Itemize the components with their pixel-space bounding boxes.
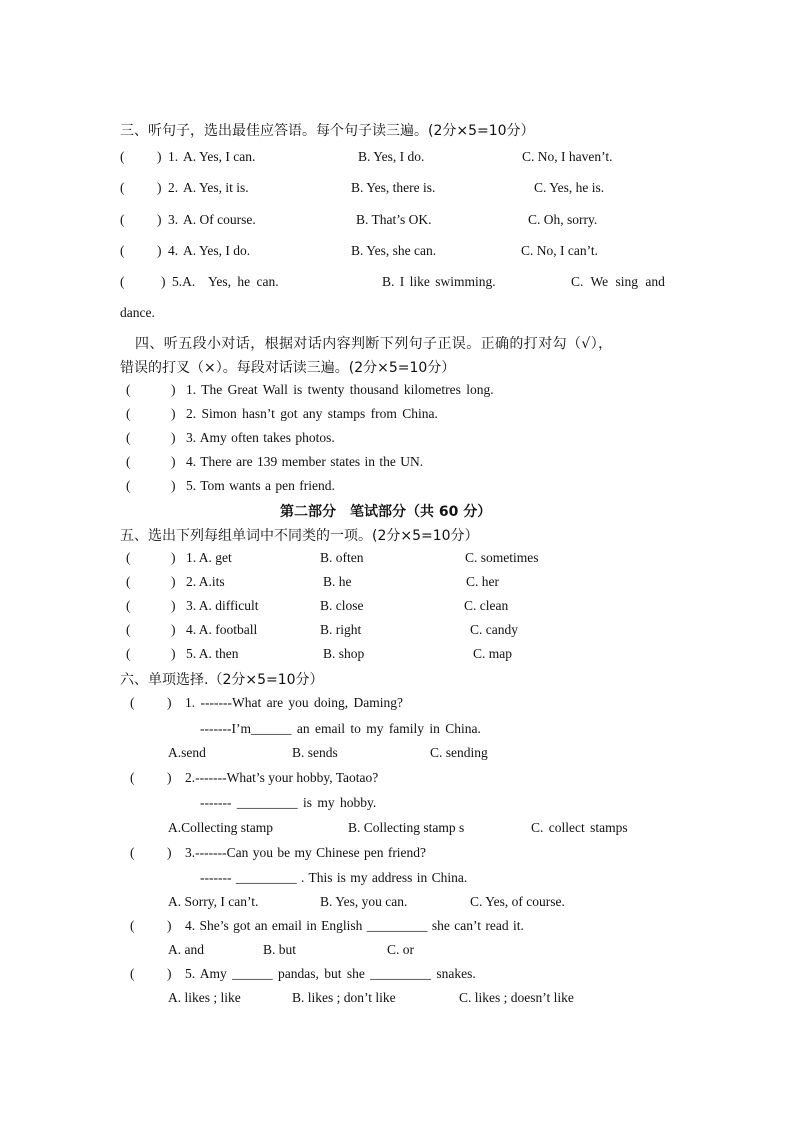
statement-text: 1. The Great Wall is twenty thousand kilometres long. <box>186 382 494 397</box>
answer-paren-close: ) <box>157 212 162 227</box>
answer-paren-close: ) <box>157 243 162 258</box>
answer-paren: ( <box>120 149 125 164</box>
option-a: A. Yes, it is. <box>183 180 249 195</box>
question-number: 1. <box>168 149 179 164</box>
section-5-heading: 五、选出下列每组单词中不同类的一项。(2分×5=10分） <box>120 528 479 544</box>
answer-paren-close: ) <box>171 430 176 445</box>
answer-paren: ( <box>126 454 131 469</box>
option-a: 5. A. then <box>186 646 239 661</box>
option-a: 3. A. difficult <box>186 598 259 613</box>
answer-paren-close: ) <box>161 274 166 289</box>
option-b: B. close <box>320 598 364 613</box>
option-c: C. likes ; doesn’t like <box>459 990 574 1005</box>
option-b: B. but <box>263 942 297 957</box>
answer-paren-close: ) <box>171 406 176 421</box>
question-number: 2. <box>168 180 179 195</box>
answer-paren-close: ) <box>171 382 176 397</box>
option-a: 2. A.its <box>186 574 225 589</box>
option-b: B. likes ; don’t like <box>292 990 396 1005</box>
option-b: B. Yes, she can. <box>351 243 437 258</box>
answer-paren: ( <box>120 212 125 227</box>
option-c: C. No, I haven’t. <box>522 149 613 164</box>
question-number: 5.A. <box>172 274 196 289</box>
question-number: 3. <box>168 212 179 227</box>
option-c: C. Oh, sorry. <box>528 212 598 227</box>
option-a: A. Yes, I do. <box>183 243 251 258</box>
option-a: A. likes ; like <box>168 990 241 1005</box>
statement-text: 3. Amy often takes photos. <box>186 430 335 445</box>
option-c: C. Yes, he is. <box>534 180 605 195</box>
option-b: B. sends <box>292 745 338 760</box>
option-c: C. No, I can’t. <box>521 243 598 258</box>
answer-paren-close: ) <box>171 454 176 469</box>
option-c: C. Yes, of course. <box>470 894 565 909</box>
option-b: B. right <box>320 622 362 637</box>
option-a: 4. A. football <box>186 622 258 637</box>
question-line: 4. She’s got an email in English _________ she can’t read it. <box>185 918 524 933</box>
answer-paren-close: ) <box>171 550 176 565</box>
answer-paren: ( <box>130 918 135 933</box>
statement-text: 2. Simon hasn’t got any stamps from China. <box>186 406 438 421</box>
option-b: B. I like swimming. <box>382 274 496 289</box>
option-a: A. and <box>168 942 204 957</box>
answer-paren: ( <box>126 478 131 493</box>
answer-paren-close: ) <box>171 574 176 589</box>
answer-paren: ( <box>130 695 135 710</box>
question-line: 5. Amy ______ pandas, but she _________ snakes. <box>185 966 476 981</box>
option-a: 1. A. get <box>186 550 232 565</box>
option-c: C. sending <box>430 745 488 760</box>
answer-paren-close: ) <box>167 695 172 710</box>
section-4-heading-line1: 四、听五段小对话，根据对话内容判断下列句子正误。正确的打对勾（√）， <box>135 336 613 352</box>
option-b: B. often <box>320 550 364 565</box>
answer-paren: ( <box>130 770 135 785</box>
option-b: B. Collecting stamp s <box>348 820 465 835</box>
answer-paren: ( <box>120 274 125 289</box>
option-b: B. Yes, I do. <box>358 149 425 164</box>
wrapped-text: dance. <box>120 305 155 320</box>
answer-paren-close: ) <box>167 966 172 981</box>
question-line: 1. -------What are you doing, Daming? <box>185 695 404 710</box>
question-line: ------- _________ is my hobby. <box>200 795 377 810</box>
answer-paren: ( <box>126 430 131 445</box>
option-b: B. shop <box>323 646 365 661</box>
answer-paren-close: ) <box>171 622 176 637</box>
section-4-heading-line2: 错误的打叉（×）。每段对话读三遍。(2分×5=10分） <box>120 360 456 376</box>
option-c: C. We sing and <box>571 274 665 289</box>
option-b: B. That’s OK. <box>356 212 432 227</box>
question-line: -------I’m______ an email to my family in China. <box>200 721 481 736</box>
section-3-heading: 三、听句子，选出最佳应答语。每个句子读三遍。(2分×5=10分） <box>120 123 535 139</box>
answer-paren: ( <box>126 406 131 421</box>
answer-paren: ( <box>120 243 125 258</box>
option-c: C. her <box>466 574 499 589</box>
answer-paren: ( <box>126 574 131 589</box>
option-a: A. Yes, I can. <box>183 149 256 164</box>
statement-text: 5. Tom wants a pen friend. <box>186 478 335 493</box>
option-c: C. sometimes <box>465 550 539 565</box>
answer-paren-close: ) <box>157 149 162 164</box>
option-b: B. he <box>323 574 352 589</box>
answer-paren-close: ) <box>167 918 172 933</box>
option-c: C. candy <box>470 622 518 637</box>
question-line: ------- _________ . This is my address in China. <box>200 870 468 885</box>
question-number: 4. <box>168 243 179 258</box>
option-c: C. clean <box>464 598 509 613</box>
answer-paren: ( <box>126 622 131 637</box>
option-c: C. map <box>473 646 512 661</box>
option-b: B. Yes, there is. <box>351 180 436 195</box>
answer-paren-close: ) <box>171 478 176 493</box>
answer-paren-close: ) <box>171 646 176 661</box>
answer-paren: ( <box>126 550 131 565</box>
option-a: A.Collecting stamp <box>168 820 273 835</box>
question-line: 3.-------Can you be my Chinese pen friend? <box>185 845 427 860</box>
answer-paren: ( <box>130 966 135 981</box>
answer-paren-close: ) <box>157 180 162 195</box>
option-b: B. Yes, you can. <box>320 894 408 909</box>
option-c: C. collect stamps <box>531 820 628 835</box>
answer-paren: ( <box>130 845 135 860</box>
question-line: 2.-------What’s your hobby, Taotao? <box>185 770 379 785</box>
answer-paren-close: ) <box>167 845 172 860</box>
option-a: A. Sorry, I can’t. <box>168 894 259 909</box>
answer-paren: ( <box>126 646 131 661</box>
answer-paren: ( <box>126 598 131 613</box>
answer-paren: ( <box>126 382 131 397</box>
answer-paren: ( <box>120 180 125 195</box>
option-a: Yes, he can. <box>208 274 279 289</box>
section-6-heading: 六、单项选择.（2分×5=10分） <box>120 672 324 688</box>
option-a: A. Of course. <box>183 212 256 227</box>
option-c: C. or <box>387 942 414 957</box>
answer-paren-close: ) <box>167 770 172 785</box>
statement-text: 4. There are 139 member states in the UN. <box>186 454 424 469</box>
option-a: A.send <box>168 745 206 760</box>
answer-paren-close: ) <box>171 598 176 613</box>
part-2-title: 第二部分 笔试部分（共 60 分） <box>280 504 492 520</box>
